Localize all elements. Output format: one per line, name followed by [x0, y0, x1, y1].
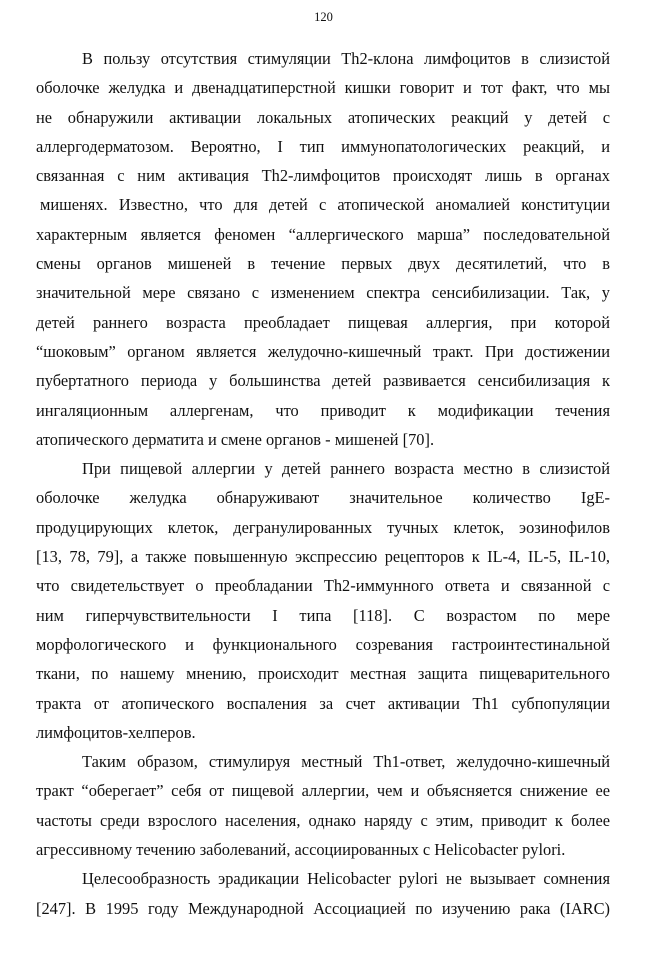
text-line: ткани, по нашему мнению, происходит местная защита пищеварительного — [36, 664, 610, 684]
page-number: 120 — [314, 10, 333, 24]
text-line: агрессивному течению заболеваний, ассоциированных с Helicobacter pylori. — [36, 840, 566, 860]
text-line: оболочке желудка и двенадцатиперстной кишки говорит и тот факт, что мы — [36, 78, 610, 98]
text-line: “шоковым” органом является желудочно-кишечный тракт. При достижении — [36, 341, 610, 361]
text-line: Целесообразность эрадикации Helicobacter pylori не вызывает сомнения — [82, 869, 610, 889]
text-line: [13, 78, 79], а также повышенную экспрессию рецепторов к IL-4, IL-5, IL-10, — [36, 547, 610, 567]
text-line: характерным является феномен “аллергического марша” последовательной — [36, 224, 610, 244]
paragraph — [36, 864, 610, 923]
text-line: аллергодерматозом. Вероятно, I тип иммунопатологических реакций, и — [36, 136, 610, 156]
text-line: пубертатного периода у большинства детей развивается сенсибилизация к — [36, 371, 610, 391]
text-line: частоты среди взрослого населения, однако наряду с этим, приводит к более — [36, 810, 610, 830]
paragraph — [36, 44, 610, 454]
text-line: оболочке желудка обнаруживают значительное количество IgE- — [36, 488, 610, 508]
text-line: ингаляционным аллергенам, что приводит к модификации течения — [36, 400, 610, 420]
text-line: При пищевой аллергии у детей раннего возраста местно в слизистой — [82, 459, 610, 479]
paragraph — [36, 454, 610, 747]
text-line: связанная с ним активация Th2-лимфоцитов происходят лишь в органах — [36, 166, 610, 186]
text-line: тракта от атопического воспаления за счет активации Th1 субпопуляции — [36, 693, 610, 713]
text-line: лимфоцитов-хелперов. — [36, 722, 196, 742]
paragraph — [36, 747, 610, 864]
text-line: детей раннего возраста преобладает пищевая аллергия, при которой — [36, 312, 610, 332]
text-line: В пользу отсутствия стимуляции Th2-клона лимфоцитов в слизистой — [82, 49, 610, 68]
text-line: ним гиперчувствительности I типа [118]. С возрастом по мере — [36, 605, 610, 625]
text-line: морфологического и функционального созревания гастроинтестинальной — [36, 634, 610, 654]
text-line: что свидетельствует о преобладании Th2-иммунного ответа и связанной с — [36, 576, 610, 596]
text-line: атопического дерматита и смене органов - мишеней [70]. — [36, 429, 435, 449]
text-line: мишенях. Известно, что для детей с атопической аномалией конституции — [40, 195, 610, 215]
text-line: продуцирующих клеток, дегранулированных тучных клеток, эозинофилов — [36, 517, 610, 537]
text-line: не обнаружили активации локальных атопических реакций у детей с — [36, 107, 610, 127]
text-line: значительной мере связано с изменением спектра сенсибилизации. Так, у — [36, 283, 610, 303]
text-line: [247]. В 1995 году Международной Ассоциацией по изучению рака (IARC) — [36, 898, 610, 918]
document-body — [36, 44, 610, 923]
text-line: смены органов мишеней в течение первых двух десятилетий, что в — [36, 254, 610, 274]
text-line: тракт “оберегает” себя от пищевой аллергии, чем и объясняется снижение ее — [36, 781, 610, 801]
text-line: Таким образом, стимулируя местный Th1-ответ, желудочно-кишечный — [82, 752, 610, 772]
